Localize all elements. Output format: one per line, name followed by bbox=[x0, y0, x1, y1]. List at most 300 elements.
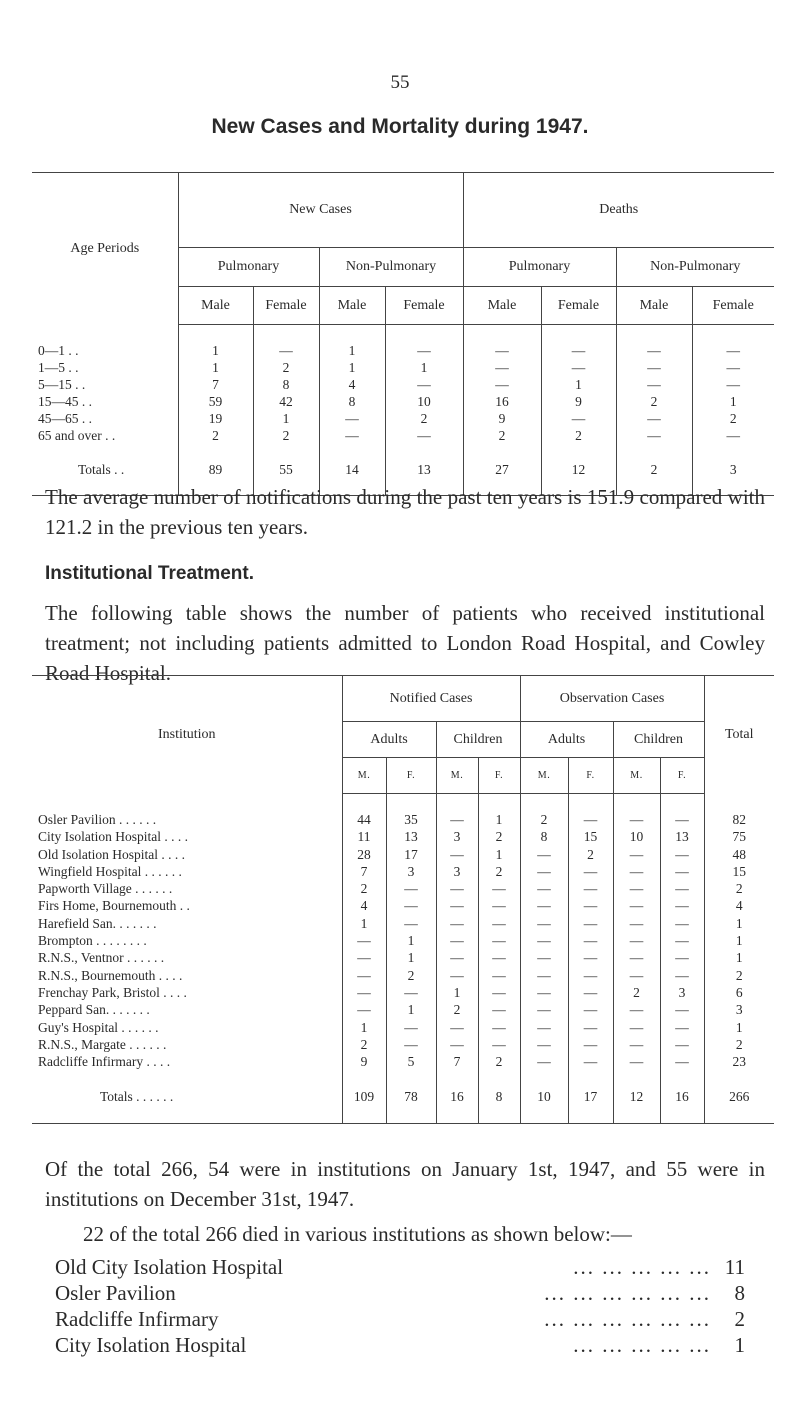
sex-header: Female bbox=[385, 287, 463, 325]
table-cell: — bbox=[520, 863, 568, 880]
table-cell: — bbox=[613, 1002, 660, 1019]
row-label: Harefield San. . . . . . . bbox=[38, 915, 157, 931]
table-row bbox=[32, 359, 774, 376]
table-cell: 12 bbox=[541, 461, 616, 478]
sex-header: Male bbox=[319, 287, 385, 325]
table-cell: 2 bbox=[616, 393, 692, 410]
table-cell: — bbox=[568, 915, 613, 932]
table-cell: — bbox=[568, 1036, 613, 1053]
table-cell: — bbox=[568, 950, 613, 967]
table-cell: — bbox=[436, 1019, 478, 1036]
table-cell: 2 bbox=[386, 967, 436, 984]
row-label: 65 and over . . bbox=[38, 427, 116, 443]
table-cell: 1 bbox=[386, 1002, 436, 1019]
death-count: 2 bbox=[734, 1307, 745, 1331]
table-cell: — bbox=[478, 880, 520, 897]
sex-header: M. bbox=[613, 758, 660, 794]
table-cell: 1 bbox=[692, 393, 774, 410]
table-cell: 2 bbox=[616, 461, 692, 478]
table-cell: 6 bbox=[704, 984, 774, 1001]
table-cell: — bbox=[660, 967, 704, 984]
totals-row bbox=[32, 461, 774, 478]
table-cell: — bbox=[568, 898, 613, 915]
totals-row bbox=[32, 1088, 774, 1105]
table-cell: — bbox=[616, 427, 692, 444]
total-header: Total bbox=[704, 676, 774, 794]
table-cell: 2 bbox=[253, 359, 319, 376]
row-label: Guy's Hospital . . . . . . bbox=[38, 1019, 159, 1035]
table-cell: 2 bbox=[342, 880, 386, 897]
leader-dots: ... ... ... ... ... ... bbox=[544, 1307, 711, 1331]
notified-children-header: Children bbox=[436, 722, 520, 758]
table-cell: 1 bbox=[342, 1019, 386, 1036]
table-cell: 59 bbox=[178, 393, 253, 410]
table-cell: 78 bbox=[386, 1088, 436, 1105]
table-row bbox=[32, 427, 774, 444]
deaths-non-pulmonary-header: Non-Pulmonary bbox=[616, 248, 774, 287]
table-cell: — bbox=[520, 1036, 568, 1053]
table-cell: — bbox=[436, 880, 478, 897]
table-cell: 1 bbox=[319, 342, 385, 359]
table-cell: — bbox=[660, 811, 704, 828]
leader-dots: ... ... ... ... ... ... bbox=[544, 1281, 711, 1305]
table-cell: — bbox=[520, 967, 568, 984]
observation-cases-header: Observation Cases bbox=[520, 676, 704, 722]
table-cell: 2 bbox=[436, 1002, 478, 1019]
table-cell: 2 bbox=[704, 1036, 774, 1053]
table-cell: — bbox=[568, 967, 613, 984]
table-cell: 44 bbox=[342, 811, 386, 828]
table-cell: — bbox=[520, 898, 568, 915]
table-cell: — bbox=[692, 359, 774, 376]
table-cell: — bbox=[520, 984, 568, 1001]
table-cell: — bbox=[342, 984, 386, 1001]
new-pulmonary-header: Pulmonary bbox=[178, 248, 319, 287]
table-cell: 4 bbox=[704, 898, 774, 915]
table-cell: 55 bbox=[253, 461, 319, 478]
page-number: 55 bbox=[390, 72, 410, 93]
table-cell: — bbox=[616, 359, 692, 376]
table-cell: — bbox=[616, 342, 692, 359]
table-cell: 9 bbox=[463, 410, 541, 427]
table-row bbox=[32, 915, 774, 932]
table-cell: — bbox=[660, 846, 704, 863]
table-cell: 10 bbox=[613, 829, 660, 846]
table-cell: — bbox=[660, 880, 704, 897]
table-cell: 5 bbox=[386, 1053, 436, 1070]
row-label: Frenchay Park, Bristol . . . . bbox=[38, 984, 187, 1000]
row-label: R.N.S., Bournemouth . . . . bbox=[38, 967, 183, 983]
notified-adults-header: Adults bbox=[342, 722, 436, 758]
death-count: 1 bbox=[734, 1333, 745, 1357]
table-cell: 16 bbox=[436, 1088, 478, 1105]
table-cell: 2 bbox=[613, 984, 660, 1001]
row-label: Radcliffe Infirmary . . . . bbox=[38, 1054, 171, 1070]
table-cell: — bbox=[463, 359, 541, 376]
table-cell: — bbox=[520, 880, 568, 897]
table-cell: — bbox=[436, 915, 478, 932]
list-item bbox=[55, 1307, 745, 1333]
table-cell: — bbox=[568, 880, 613, 897]
table-cell: — bbox=[660, 950, 704, 967]
table-cell: — bbox=[436, 1036, 478, 1053]
table-cell: — bbox=[520, 915, 568, 932]
list-item bbox=[55, 1281, 745, 1307]
row-label: 1—5 . . bbox=[38, 359, 79, 375]
table-cell: 9 bbox=[342, 1053, 386, 1070]
table-cell: 1 bbox=[704, 932, 774, 949]
table-cell: 1 bbox=[178, 342, 253, 359]
row-label: 0—1 . . bbox=[38, 342, 79, 358]
average-notifications-paragraph: The average number of notifications during the past ten years is 151.9 compared with 121.2 in the previous ten years. bbox=[45, 485, 765, 539]
table-cell: 2 bbox=[692, 410, 774, 427]
table-cell: 109 bbox=[342, 1088, 386, 1105]
table-cell: — bbox=[342, 1002, 386, 1019]
sex-header: F. bbox=[386, 758, 436, 794]
table-cell: — bbox=[386, 880, 436, 897]
row-label: Totals . . . . . . bbox=[100, 1088, 174, 1104]
sex-header: Female bbox=[692, 287, 774, 325]
table-cell: — bbox=[568, 984, 613, 1001]
table-cell: — bbox=[463, 342, 541, 359]
institution-name: Radcliffe Infirmary bbox=[55, 1307, 219, 1331]
table-cell: 2 bbox=[342, 1036, 386, 1053]
table-cell: — bbox=[613, 1036, 660, 1053]
table-cell: — bbox=[319, 427, 385, 444]
table-cell: — bbox=[568, 1019, 613, 1036]
table-cell: — bbox=[520, 846, 568, 863]
table-cell: 1 bbox=[178, 359, 253, 376]
table-cell: 7 bbox=[342, 863, 386, 880]
table-cell: 82 bbox=[704, 811, 774, 828]
table-cell: 17 bbox=[568, 1088, 613, 1105]
table-cell: — bbox=[520, 1002, 568, 1019]
table-cell: 12 bbox=[613, 1088, 660, 1105]
row-label: Osler Pavilion . . . . . . bbox=[38, 811, 157, 827]
table-row bbox=[32, 846, 774, 863]
table-cell: — bbox=[660, 898, 704, 915]
table-cell: — bbox=[568, 932, 613, 949]
table-cell: — bbox=[660, 863, 704, 880]
table-cell: — bbox=[463, 376, 541, 393]
table-cell: 7 bbox=[178, 376, 253, 393]
table-row bbox=[32, 1019, 774, 1036]
table-cell: 1 bbox=[319, 359, 385, 376]
row-label: 5—15 . . bbox=[38, 376, 86, 392]
new-cases-mortality-table bbox=[32, 172, 774, 496]
table-row bbox=[32, 410, 774, 427]
table-cell: — bbox=[478, 1019, 520, 1036]
table-cell: 8 bbox=[520, 829, 568, 846]
table-cell: — bbox=[520, 1019, 568, 1036]
death-count: 11 bbox=[724, 1255, 745, 1279]
table-cell: — bbox=[541, 342, 616, 359]
table-cell: — bbox=[613, 1019, 660, 1036]
table-row bbox=[32, 984, 774, 1001]
table-cell: 13 bbox=[660, 829, 704, 846]
row-label: Totals . . bbox=[78, 461, 125, 477]
table-cell: — bbox=[386, 984, 436, 1001]
table-cell: 1 bbox=[436, 984, 478, 1001]
table-cell: — bbox=[478, 932, 520, 949]
table-cell: 1 bbox=[385, 359, 463, 376]
table-cell: — bbox=[436, 846, 478, 863]
table-row bbox=[32, 898, 774, 915]
row-label: Firs Home, Bournemouth . . bbox=[38, 898, 190, 914]
institutional-intro-paragraph: The following table shows the number of patients who received institutional treatment; not including patients admitted to London Road Hospital, and Cowley Road Hospital. bbox=[45, 601, 765, 685]
table-cell: — bbox=[613, 950, 660, 967]
sex-header: F. bbox=[568, 758, 613, 794]
row-label: City Isolation Hospital . . . . bbox=[38, 829, 188, 845]
table-cell: 16 bbox=[660, 1088, 704, 1105]
table-cell: 2 bbox=[463, 427, 541, 444]
table-cell: — bbox=[660, 1019, 704, 1036]
table-cell: 1 bbox=[342, 915, 386, 932]
table-cell: 3 bbox=[704, 1002, 774, 1019]
table-cell: 7 bbox=[436, 1053, 478, 1070]
table-cell: 48 bbox=[704, 846, 774, 863]
table-cell: 13 bbox=[385, 461, 463, 478]
table-cell: — bbox=[541, 410, 616, 427]
table-row bbox=[32, 1036, 774, 1053]
table-cell: 23 bbox=[704, 1053, 774, 1070]
table-cell: — bbox=[342, 950, 386, 967]
leader-dots: ... ... ... ... ... bbox=[573, 1333, 711, 1357]
table-cell: — bbox=[478, 898, 520, 915]
deaths-header: Deaths bbox=[463, 173, 774, 248]
age-periods-header: Age Periods bbox=[70, 240, 140, 256]
table-cell: — bbox=[386, 1019, 436, 1036]
table-cell: 4 bbox=[319, 376, 385, 393]
table-cell: 13 bbox=[386, 829, 436, 846]
table-cell: 2 bbox=[520, 811, 568, 828]
table-cell: — bbox=[385, 342, 463, 359]
table-cell: — bbox=[436, 811, 478, 828]
table-cell: 2 bbox=[704, 880, 774, 897]
table-cell: 10 bbox=[520, 1088, 568, 1105]
table-cell: 75 bbox=[704, 829, 774, 846]
table-cell: 15 bbox=[568, 829, 613, 846]
table-cell: 42 bbox=[253, 393, 319, 410]
list-item bbox=[55, 1255, 745, 1281]
table-cell: — bbox=[616, 410, 692, 427]
deaths-by-institution-list bbox=[55, 1255, 745, 1359]
row-label: R.N.S., Margate . . . . . . bbox=[38, 1036, 167, 1052]
table-cell: — bbox=[568, 863, 613, 880]
table-row bbox=[32, 1002, 774, 1019]
table-cell: — bbox=[660, 1002, 704, 1019]
table-cell: 3 bbox=[436, 863, 478, 880]
table-cell: 1 bbox=[386, 932, 436, 949]
institutional-treatment-table bbox=[32, 675, 774, 1124]
table-cell: — bbox=[342, 967, 386, 984]
table-cell: 3 bbox=[660, 984, 704, 1001]
table-row bbox=[32, 863, 774, 880]
table-cell: 27 bbox=[463, 461, 541, 478]
table-cell: 8 bbox=[478, 1088, 520, 1105]
table-cell: — bbox=[692, 342, 774, 359]
sex-header: M. bbox=[342, 758, 386, 794]
table-cell: 1 bbox=[704, 950, 774, 967]
table-cell: 11 bbox=[342, 829, 386, 846]
new-cases-header: New Cases bbox=[178, 173, 463, 248]
institution-name: Osler Pavilion bbox=[55, 1281, 176, 1305]
table-cell: — bbox=[568, 811, 613, 828]
sex-header: Female bbox=[253, 287, 319, 325]
notified-cases-header: Notified Cases bbox=[342, 676, 520, 722]
table-cell: — bbox=[478, 1036, 520, 1053]
table-cell: 2 bbox=[178, 427, 253, 444]
table-cell: 2 bbox=[253, 427, 319, 444]
table-cell: — bbox=[541, 359, 616, 376]
table-cell: — bbox=[613, 932, 660, 949]
sex-header: Male bbox=[463, 287, 541, 325]
sex-header: Male bbox=[178, 287, 253, 325]
row-label: Old Isolation Hospital . . . . bbox=[38, 846, 185, 862]
table-cell: 28 bbox=[342, 846, 386, 863]
table-cell: 9 bbox=[541, 393, 616, 410]
table-cell: — bbox=[342, 932, 386, 949]
table-cell: — bbox=[386, 1036, 436, 1053]
table-cell: 15 bbox=[704, 863, 774, 880]
table-cell: 2 bbox=[478, 829, 520, 846]
table-cell: 1 bbox=[704, 915, 774, 932]
table-row bbox=[32, 950, 774, 967]
table-cell: 266 bbox=[704, 1088, 774, 1105]
table-cell: — bbox=[660, 932, 704, 949]
table-cell: 89 bbox=[178, 461, 253, 478]
table-cell: — bbox=[385, 427, 463, 444]
table-cell: — bbox=[319, 410, 385, 427]
table-row bbox=[32, 967, 774, 984]
table-cell: — bbox=[568, 1053, 613, 1070]
row-label: Wingfield Hospital . . . . . . bbox=[38, 863, 182, 879]
table-cell: — bbox=[613, 811, 660, 828]
table-cell: — bbox=[478, 984, 520, 1001]
row-label: Brompton . . . . . . . . bbox=[38, 933, 147, 949]
table-row bbox=[32, 393, 774, 410]
table-cell: — bbox=[478, 915, 520, 932]
leader-dots: ... ... ... ... ... bbox=[573, 1255, 711, 1279]
table-cell: 1 bbox=[253, 410, 319, 427]
table-cell: — bbox=[478, 950, 520, 967]
table-cell: 2 bbox=[478, 863, 520, 880]
table-cell: 2 bbox=[385, 410, 463, 427]
section-heading: Institutional Treatment. bbox=[45, 563, 255, 584]
row-label: Peppard San. . . . . . . bbox=[38, 1002, 150, 1018]
table-cell: — bbox=[613, 1053, 660, 1070]
table-cell: 14 bbox=[319, 461, 385, 478]
table-cell: 3 bbox=[436, 829, 478, 846]
sex-header: F. bbox=[660, 758, 704, 794]
table-cell: 10 bbox=[385, 393, 463, 410]
table-cell: 4 bbox=[342, 898, 386, 915]
row-label: 45—65 . . bbox=[38, 410, 92, 426]
table-row bbox=[32, 1053, 774, 1070]
table-cell: 1 bbox=[478, 811, 520, 828]
sex-header: M. bbox=[520, 758, 568, 794]
table-cell: — bbox=[253, 342, 319, 359]
table-cell: — bbox=[660, 915, 704, 932]
page-title: New Cases and Mortality during 1947. bbox=[211, 115, 589, 138]
table-cell: 16 bbox=[463, 393, 541, 410]
table-cell: — bbox=[436, 967, 478, 984]
table-cell: — bbox=[660, 1036, 704, 1053]
table-cell: 1 bbox=[386, 950, 436, 967]
sex-header: Female bbox=[541, 287, 616, 325]
row-label: Papworth Village . . . . . . bbox=[38, 881, 173, 897]
table-cell: — bbox=[436, 932, 478, 949]
institution-name: City Isolation Hospital bbox=[55, 1333, 247, 1357]
table-row bbox=[32, 932, 774, 949]
sex-header: F. bbox=[478, 758, 520, 794]
table-cell: — bbox=[520, 950, 568, 967]
table-cell: — bbox=[436, 898, 478, 915]
death-count: 8 bbox=[734, 1281, 745, 1305]
table-cell: 2 bbox=[478, 1053, 520, 1070]
table-cell: — bbox=[692, 376, 774, 393]
table-cell: 2 bbox=[568, 846, 613, 863]
deaths-pulmonary-header: Pulmonary bbox=[463, 248, 616, 287]
table-cell: 1 bbox=[478, 846, 520, 863]
totals-paragraph: Of the total 266, 54 were in institutions on January 1st, 1947, and 55 were in institutions on December 31st, 1947. bbox=[45, 1157, 765, 1211]
table-cell: 3 bbox=[692, 461, 774, 478]
row-label: 15—45 . . bbox=[38, 393, 92, 409]
table-cell: — bbox=[613, 915, 660, 932]
table-cell: 2 bbox=[704, 967, 774, 984]
institution-name: Old City Isolation Hospital bbox=[55, 1255, 284, 1279]
table-row bbox=[32, 811, 774, 828]
table-cell: — bbox=[478, 1002, 520, 1019]
row-label: R.N.S., Ventnor . . . . . . bbox=[38, 950, 165, 966]
observation-adults-header: Adults bbox=[520, 722, 613, 758]
institution-header: Institution bbox=[157, 726, 216, 742]
table-cell: 35 bbox=[386, 811, 436, 828]
deaths-intro-paragraph: 22 of the total 266 died in various institutions as shown below:— bbox=[83, 1222, 632, 1246]
table-cell: 1 bbox=[704, 1019, 774, 1036]
table-cell: 17 bbox=[386, 846, 436, 863]
table-row bbox=[32, 829, 774, 846]
table-cell: 8 bbox=[319, 393, 385, 410]
table-cell: — bbox=[613, 846, 660, 863]
table-cell: 19 bbox=[178, 410, 253, 427]
table-cell: — bbox=[385, 376, 463, 393]
sex-header: M. bbox=[436, 758, 478, 794]
table-cell: — bbox=[478, 967, 520, 984]
table-row bbox=[32, 880, 774, 897]
table-cell: — bbox=[613, 898, 660, 915]
sex-header: Male bbox=[616, 287, 692, 325]
table-cell: — bbox=[616, 376, 692, 393]
table-cell: — bbox=[386, 898, 436, 915]
table-cell: 8 bbox=[253, 376, 319, 393]
table-cell: — bbox=[613, 880, 660, 897]
table-cell: 3 bbox=[386, 863, 436, 880]
table-cell: — bbox=[386, 915, 436, 932]
table-row bbox=[32, 342, 774, 359]
table-cell: — bbox=[613, 967, 660, 984]
table-cell: — bbox=[520, 1053, 568, 1070]
new-non-pulmonary-header: Non-Pulmonary bbox=[319, 248, 463, 287]
table-cell: — bbox=[568, 1002, 613, 1019]
table-cell: — bbox=[692, 427, 774, 444]
table-cell: — bbox=[436, 950, 478, 967]
table-cell: — bbox=[613, 863, 660, 880]
table-cell: — bbox=[520, 932, 568, 949]
table-cell: 2 bbox=[541, 427, 616, 444]
table-cell: 1 bbox=[541, 376, 616, 393]
table-cell: — bbox=[660, 1053, 704, 1070]
